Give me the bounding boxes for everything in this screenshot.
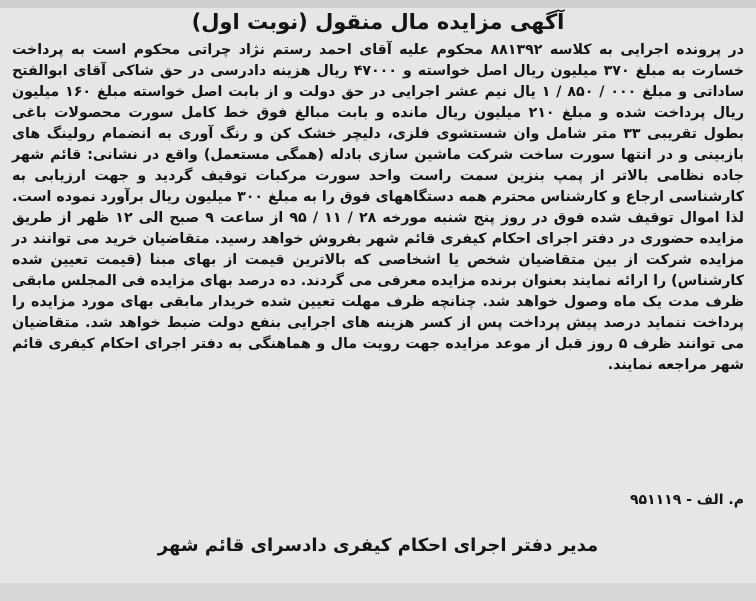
notice-paragraph-1: در پرونده اجرایی به کلاسه ۸۸۱۳۹۲ محکوم علیه آقای احمد رستم نژاد چراتی محکوم است به پرداخت خسارت به مبلغ ۳۷۰ میلیون ریال اصل خواسته و ۴۷۰۰۰ ریال هزینه دادرسی در حق شاکی آقای ابوالفتح ساداتی و مبلغ ۰۰۰ / ۸۵۰ / ۱ یال نیم عشر اجرایی در حق دولت و از بابت اصل خواسته مبلغ ۱۶۰ میلیون ریال پرداخت شده و مبلغ ۲۱۰ میلیون ریال مانده و بابت مبالغ فوق خط کامل سورت محصولات باغی بطول تقریبی ۳۳ متر شامل وان شستشوی فلزی، دلیچر خشک کن و رنگ آوری به انضمام رولینگ های بازبینی و در انتها سورت ساخت شرکت ماشین سازی بادله (همگی مستعمل) واقع در نشانی: قائم شهر جاده نظامی بالاتر از پمپ بنزین سمت راست واحد سورت مرکبات توقیف گردید و جهت ارزیابی به کارشناسی ارجاع و کارشناس محترم همه دستگاههای فوق را به مبلغ ۳۰۰ میلیون ریال برآورد نموده است. bbox=[12, 42, 745, 205]
notice-paragraph-2: لذا اموال توقیف شده فوق در روز پنج شنبه مورخه ۲۸ / ۱۱ / ۹۵ از ساعت ۹ صبح الی ۱۲ ظهر از طریق مزایده حضوری در دفتر اجرای احکام کیفری قائم شهر بفروش خواهد رسید. متقاضیان خرید می توانند در مزایده شرکت از بین متقاضیان شخص یا اشخاصی که بالاترین قیمت از بهای مبنا (قیمت تعیین شده کارشناس) را ارائه نمایند بعنوان برنده مزایده معرفی می گردند. ده درصد بهای مزایده فی المجلس مابقی ظرف مدت یک ماه وصول خواهد شد. چنانچه ظرف مهلت تعیین شده خریدار مابقی بهای مورد مزایده را پرداخت ننماید درصد پیش پرداخت پس از کسر هزینه های اجرایی بنفع دولت ضبط خواهد شد. متقاضیان می توانند ظرف ۵ روز قبل از موعد مزایده جهت رویت مال و هماهنگی به دفتر اجرای احکام کیفری قائم شهر مراجعه نمایند. bbox=[12, 210, 745, 373]
signature-line: مدیر دفتر اجرای احکام کیفری دادسرای قائم شهر bbox=[157, 535, 599, 556]
notice-body bbox=[12, 40, 744, 376]
clipping-bottom-edge bbox=[0, 583, 756, 601]
notice-title: آگهی مزایده مال منقول (نوبت اول) bbox=[191, 10, 565, 34]
reference-code: م. الف - ۹۵۱۱۱۹ bbox=[629, 492, 744, 508]
